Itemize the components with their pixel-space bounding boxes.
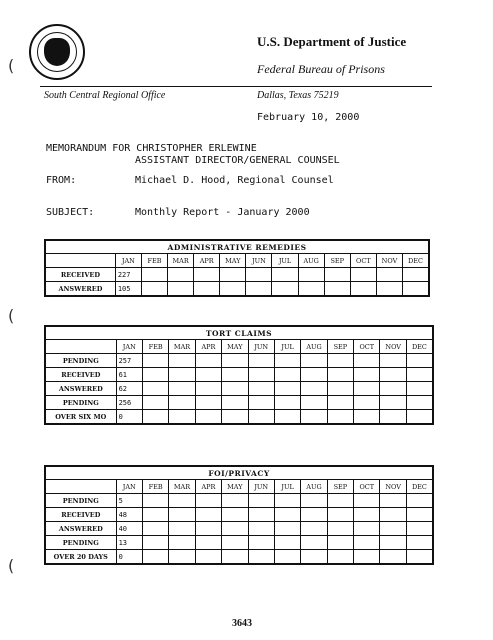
- cell-nov: [380, 410, 406, 425]
- row-label: ANSWERED: [45, 282, 115, 297]
- cell-jan: 0: [116, 550, 142, 565]
- cell-mar: [169, 368, 195, 382]
- month-header-feb: FEB: [142, 340, 168, 354]
- cell-aug: [301, 550, 327, 565]
- cell-nov: [380, 396, 406, 410]
- month-header-jun: JUN: [248, 480, 274, 494]
- month-header-jan: JAN: [116, 480, 142, 494]
- cell-aug: [298, 268, 324, 282]
- table-row: [45, 508, 433, 522]
- punch-mark: (: [8, 556, 15, 575]
- row-label: RECEIVED: [45, 508, 116, 522]
- month-header-jan: JAN: [116, 340, 142, 354]
- month-header-row: [45, 480, 433, 494]
- cell-jun: [248, 494, 274, 508]
- page-number: 3643: [232, 618, 252, 629]
- cell-nov: [380, 494, 406, 508]
- cell-jul: [274, 508, 300, 522]
- cell-jul: [274, 354, 300, 368]
- table-row: [45, 282, 429, 297]
- cell-sep: [327, 354, 353, 368]
- cell-feb: [141, 268, 167, 282]
- subject-value: Monthly Report - January 2000: [135, 207, 310, 218]
- cell-feb: [142, 522, 168, 536]
- memo-recipient: MEMORANDUM FOR CHRISTOPHER ERLEWINE: [46, 143, 257, 154]
- cell-dec: [403, 282, 429, 297]
- cell-oct: [354, 410, 380, 425]
- cell-apr: [194, 268, 220, 282]
- month-header-feb: FEB: [142, 480, 168, 494]
- cell-jul: [274, 494, 300, 508]
- cell-jun: [248, 368, 274, 382]
- cell-oct: [350, 282, 376, 297]
- month-header-apr: APR: [195, 340, 221, 354]
- subject-label: SUBJECT:: [46, 207, 95, 218]
- cell-oct: [354, 382, 380, 396]
- month-header-aug: AUG: [298, 254, 324, 268]
- cell-sep: [324, 282, 350, 297]
- row-label: PENDING: [45, 494, 116, 508]
- cell-oct: [354, 508, 380, 522]
- cell-mar: [169, 494, 195, 508]
- cell-mar: [169, 354, 195, 368]
- cell-jul: [274, 396, 300, 410]
- cell-jun: [248, 550, 274, 565]
- cell-aug: [301, 396, 327, 410]
- cell-oct: [354, 522, 380, 536]
- cell-jul: [272, 268, 298, 282]
- cell-jul: [274, 410, 300, 425]
- cell-apr: [195, 536, 221, 550]
- month-header-feb: FEB: [141, 254, 167, 268]
- cell-jan: 256: [116, 396, 142, 410]
- cell-may: [222, 410, 248, 425]
- header-rule: [40, 86, 432, 87]
- table-row: [45, 354, 433, 368]
- cell-oct: [354, 354, 380, 368]
- cell-may: [220, 282, 246, 297]
- cell-nov: [380, 382, 406, 396]
- cell-may: [222, 522, 248, 536]
- cell-jan: 61: [116, 368, 142, 382]
- cell-oct: [354, 396, 380, 410]
- cell-jun: [248, 382, 274, 396]
- row-label: PENDING: [45, 354, 116, 368]
- month-header-nov: NOV: [380, 480, 406, 494]
- cell-apr: [195, 396, 221, 410]
- tort-claims-table: [44, 325, 434, 425]
- cell-jan: 227: [115, 268, 141, 282]
- row-label: OVER 20 DAYS: [45, 550, 116, 565]
- cell-mar: [169, 522, 195, 536]
- cell-jun: [246, 268, 272, 282]
- cell-dec: [406, 494, 433, 508]
- cell-dec: [406, 522, 433, 536]
- cell-jan: 13: [116, 536, 142, 550]
- cell-nov: [380, 550, 406, 565]
- cell-mar: [169, 382, 195, 396]
- cell-jun: [248, 522, 274, 536]
- cell-dec: [406, 550, 433, 565]
- cell-feb: [142, 396, 168, 410]
- month-header-aug: AUG: [301, 340, 327, 354]
- cell-jan: 105: [115, 282, 141, 297]
- header-blank-cell: [45, 254, 115, 268]
- cell-feb: [142, 354, 168, 368]
- month-header-mar: MAR: [168, 254, 194, 268]
- cell-aug: [301, 536, 327, 550]
- cell-feb: [142, 508, 168, 522]
- cell-dec: [406, 354, 433, 368]
- month-header-jan: JAN: [115, 254, 141, 268]
- table-row: [45, 522, 433, 536]
- cell-sep: [327, 410, 353, 425]
- cell-aug: [301, 494, 327, 508]
- table-row: [45, 368, 433, 382]
- memo-recipient-title: ASSISTANT DIRECTOR/GENERAL COUNSEL: [135, 155, 340, 166]
- cell-feb: [142, 382, 168, 396]
- cell-oct: [354, 550, 380, 565]
- cell-aug: [301, 508, 327, 522]
- month-header-jul: JUL: [272, 254, 298, 268]
- cell-feb: [142, 410, 168, 425]
- cell-jan: 0: [116, 410, 142, 425]
- cell-dec: [406, 368, 433, 382]
- month-header-jul: JUL: [274, 340, 300, 354]
- month-header-oct: OCT: [354, 480, 380, 494]
- cell-mar: [169, 410, 195, 425]
- cell-dec: [403, 268, 429, 282]
- office-name: South Central Regional Office: [44, 90, 166, 101]
- cell-jun: [248, 396, 274, 410]
- cell-nov: [380, 536, 406, 550]
- table-title: FOI/PRIVACY: [45, 466, 433, 480]
- month-header-dec: DEC: [406, 340, 433, 354]
- office-city: Dallas, Texas 75219: [257, 90, 339, 101]
- cell-jul: [272, 282, 298, 297]
- month-header-sep: SEP: [324, 254, 350, 268]
- cell-feb: [141, 282, 167, 297]
- cell-dec: [406, 508, 433, 522]
- month-header-may: MAY: [220, 254, 246, 268]
- cell-may: [222, 550, 248, 565]
- administrative-remedies-table: [44, 239, 430, 297]
- cell-aug: [301, 368, 327, 382]
- cell-oct: [354, 536, 380, 550]
- cell-dec: [406, 410, 433, 425]
- table-row: [45, 396, 433, 410]
- cell-mar: [168, 268, 194, 282]
- cell-jan: 48: [116, 508, 142, 522]
- cell-sep: [327, 508, 353, 522]
- cell-feb: [142, 536, 168, 550]
- row-label: RECEIVED: [45, 268, 115, 282]
- row-label: PENDING: [45, 536, 116, 550]
- cell-apr: [194, 282, 220, 297]
- cell-dec: [406, 382, 433, 396]
- cell-dec: [406, 536, 433, 550]
- month-header-row: [45, 340, 433, 354]
- cell-jul: [274, 536, 300, 550]
- table-row: [45, 382, 433, 396]
- cell-sep: [324, 268, 350, 282]
- table-row: [45, 536, 433, 550]
- month-header-dec: DEC: [403, 254, 429, 268]
- cell-jul: [274, 522, 300, 536]
- cell-may: [222, 494, 248, 508]
- cell-aug: [301, 522, 327, 536]
- cell-apr: [195, 354, 221, 368]
- cell-may: [222, 382, 248, 396]
- cell-mar: [169, 508, 195, 522]
- cell-sep: [327, 536, 353, 550]
- punch-mark: (: [8, 56, 15, 75]
- row-label: RECEIVED: [45, 368, 116, 382]
- table-title: TORT CLAIMS: [45, 326, 433, 340]
- from-value: Michael D. Hood, Regional Counsel: [135, 175, 334, 186]
- month-header-apr: APR: [195, 480, 221, 494]
- cell-nov: [376, 268, 402, 282]
- bureau-name: Federal Bureau of Prisons: [257, 62, 385, 76]
- row-label: ANSWERED: [45, 382, 116, 396]
- month-header-sep: SEP: [327, 480, 353, 494]
- cell-may: [222, 508, 248, 522]
- cell-oct: [354, 368, 380, 382]
- cell-nov: [380, 368, 406, 382]
- cell-may: [222, 368, 248, 382]
- cell-oct: [354, 494, 380, 508]
- cell-sep: [327, 522, 353, 536]
- cell-jun: [248, 354, 274, 368]
- cell-mar: [169, 396, 195, 410]
- month-header-sep: SEP: [327, 340, 353, 354]
- cell-sep: [327, 368, 353, 382]
- cell-feb: [142, 494, 168, 508]
- month-header-oct: OCT: [354, 340, 380, 354]
- cell-jan: 40: [116, 522, 142, 536]
- cell-jan: 62: [116, 382, 142, 396]
- month-header-jun: JUN: [248, 340, 274, 354]
- month-header-mar: MAR: [169, 340, 195, 354]
- month-header-dec: DEC: [406, 480, 433, 494]
- cell-aug: [301, 382, 327, 396]
- cell-apr: [195, 410, 221, 425]
- cell-may: [222, 354, 248, 368]
- doj-seal: [29, 24, 85, 80]
- cell-feb: [142, 550, 168, 565]
- cell-apr: [195, 368, 221, 382]
- month-header-nov: NOV: [376, 254, 402, 268]
- cell-nov: [376, 282, 402, 297]
- cell-sep: [327, 494, 353, 508]
- cell-jul: [274, 382, 300, 396]
- month-header-nov: NOV: [380, 340, 406, 354]
- cell-jun: [248, 410, 274, 425]
- foi-privacy-table: [44, 465, 434, 565]
- month-header-oct: OCT: [350, 254, 376, 268]
- cell-apr: [195, 494, 221, 508]
- table-row: [45, 410, 433, 425]
- cell-feb: [142, 368, 168, 382]
- month-header-apr: APR: [194, 254, 220, 268]
- cell-apr: [195, 508, 221, 522]
- cell-jan: 5: [116, 494, 142, 508]
- month-header-jul: JUL: [274, 480, 300, 494]
- table-row: [45, 494, 433, 508]
- cell-oct: [350, 268, 376, 282]
- from-label: FROM:: [46, 175, 77, 186]
- cell-aug: [301, 410, 327, 425]
- cell-jun: [248, 508, 274, 522]
- cell-aug: [301, 354, 327, 368]
- month-header-mar: MAR: [169, 480, 195, 494]
- cell-jul: [274, 550, 300, 565]
- table-title: ADMINISTRATIVE REMEDIES: [45, 240, 429, 254]
- cell-jul: [274, 368, 300, 382]
- month-header-aug: AUG: [301, 480, 327, 494]
- row-label: ANSWERED: [45, 522, 116, 536]
- eagle-emblem-icon: [44, 38, 70, 66]
- cell-nov: [380, 522, 406, 536]
- cell-may: [222, 396, 248, 410]
- row-label: PENDING: [45, 396, 116, 410]
- cell-apr: [195, 550, 221, 565]
- cell-nov: [380, 354, 406, 368]
- punch-mark: (: [8, 306, 15, 325]
- table-row: [45, 268, 429, 282]
- cell-may: [220, 268, 246, 282]
- cell-apr: [195, 522, 221, 536]
- row-label: OVER SIX MO: [45, 410, 116, 425]
- header-blank-cell: [45, 340, 116, 354]
- cell-sep: [327, 396, 353, 410]
- cell-jan: 257: [116, 354, 142, 368]
- department-name: U.S. Department of Justice: [257, 34, 407, 49]
- month-header-may: MAY: [222, 340, 248, 354]
- header-blank-cell: [45, 480, 116, 494]
- cell-may: [222, 536, 248, 550]
- cell-jun: [248, 536, 274, 550]
- cell-aug: [298, 282, 324, 297]
- cell-dec: [406, 396, 433, 410]
- memo-date: February 10, 2000: [257, 112, 360, 123]
- cell-sep: [327, 382, 353, 396]
- cell-sep: [327, 550, 353, 565]
- cell-apr: [195, 382, 221, 396]
- table-row: [45, 550, 433, 565]
- cell-nov: [380, 508, 406, 522]
- cell-mar: [169, 536, 195, 550]
- month-header-jun: JUN: [246, 254, 272, 268]
- month-header-may: MAY: [222, 480, 248, 494]
- cell-mar: [169, 550, 195, 565]
- month-header-row: [45, 254, 429, 268]
- cell-jun: [246, 282, 272, 297]
- cell-mar: [168, 282, 194, 297]
